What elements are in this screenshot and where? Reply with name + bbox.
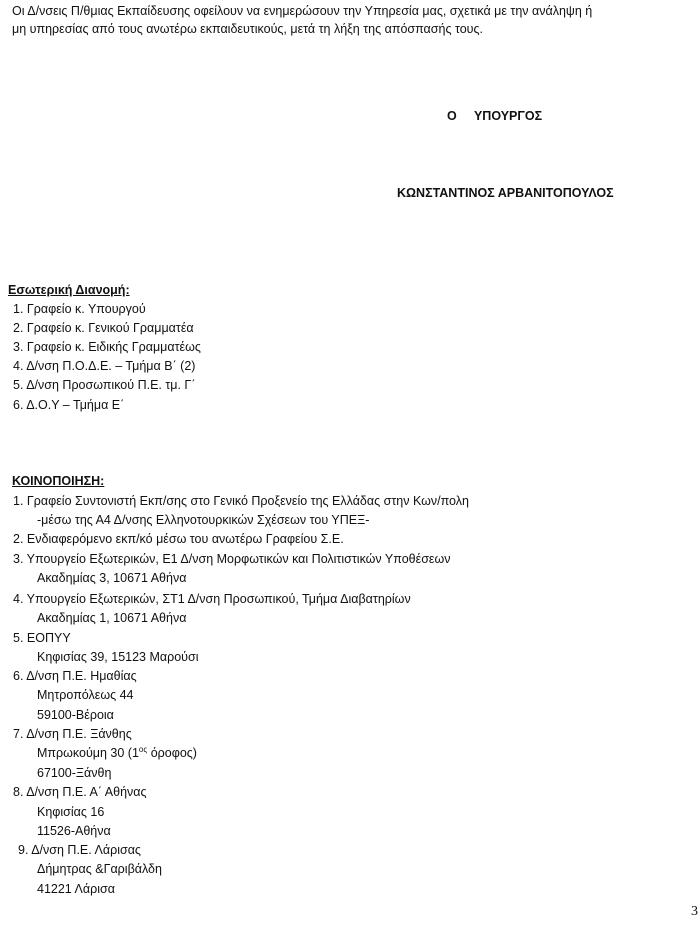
- list-item: -μέσω της Α4 Δ/νσης Ελληνοτουρκικών Σχέσεων του ΥΠΕΞ-: [37, 513, 370, 527]
- list-item: 11526-Αθήνα: [37, 824, 111, 838]
- intro-line-2: μη υπηρεσίας από τους ανωτέρω εκπαιδευτικούς, μετά τη λήξη της απόσπασής τους.: [12, 22, 483, 36]
- internal-distribution-heading: Εσωτερική Διανομή:: [8, 283, 130, 297]
- list-item: 3. Υπουργείο Εξωτερικών, Ε1 Δ/νση Μορφωτικών και Πολιτιστικών Υποθέσεων: [13, 552, 451, 566]
- list-item: 7. Δ/νση Π.Ε. Ξάνθης: [13, 727, 132, 741]
- minister-title: Ο ΥΠΟΥΡΓΟΣ: [447, 109, 543, 123]
- page-number: 3: [691, 904, 698, 919]
- list-item: 2. Ενδιαφερόμενο εκπ/κό μέσω του ανωτέρω Γραφείου Σ.Ε.: [13, 532, 344, 546]
- list-item: 41221 Λάρισα: [37, 882, 115, 896]
- list-item: 5. Δ/νση Προσωπικού Π.Ε. τμ. Γ΄: [13, 378, 196, 392]
- list-item: 2. Γραφείο κ. Γενικού Γραμματέα: [13, 321, 194, 335]
- list-item: 1. Γραφείο Συντονιστή Εκπ/σης στο Γενικό Προξενείο της Ελλάδας στην Κων/πολη: [13, 494, 469, 508]
- floor-superscript: ος: [138, 744, 148, 754]
- list-item: 6. Δ.Ο.Υ – Τμήμα Ε΄: [13, 398, 125, 412]
- list-item: Ακαδημίας 1, 10671 Αθήνα: [37, 611, 187, 625]
- list-item: 3. Γραφείο κ. Ειδικής Γραμματέως: [13, 340, 201, 354]
- list-item: 6. Δ/νση Π.Ε. Ημαθίας: [13, 669, 137, 683]
- list-item: Δήμητρας &Γαριβάλδη: [37, 862, 162, 876]
- list-item: 8. Δ/νση Π.Ε. Α΄ Αθήνας: [13, 785, 147, 799]
- list-item: 1. Γραφείο κ. Υπουργού: [13, 302, 146, 316]
- intro-paragraph: [12, 2, 700, 38]
- address-line-suffix: όροφος): [147, 746, 197, 760]
- list-item: Κηφισίας 16: [37, 805, 105, 819]
- list-item: 4. Υπουργείο Εξωτερικών, ΣΤ1 Δ/νση Προσωπικού, Τμήμα Διαβατηρίων: [13, 592, 411, 606]
- list-item: [37, 744, 197, 762]
- notification-heading: ΚΟΙΝΟΠΟΙΗΣΗ:: [12, 474, 105, 488]
- list-item: 59100-Βέροια: [37, 708, 114, 722]
- address-line: Μπρωκούμη 30 (1: [37, 746, 139, 760]
- list-item: Κηφισίας 39, 15123 Μαρούσι: [37, 650, 199, 664]
- list-item: Ακαδημίας 3, 10671 Αθήνα: [37, 571, 187, 585]
- list-item: 9. Δ/νση Π.Ε. Λάρισας: [18, 843, 141, 857]
- list-item: 67100-Ξάνθη: [37, 766, 112, 780]
- list-item: 5. ΕΟΠΥΥ: [13, 631, 71, 645]
- minister-name: ΚΩΝΣΤΑΝΤΙΝΟΣ ΑΡΒΑΝΙΤΟΠΟΥΛΟΣ: [397, 186, 614, 200]
- intro-line-1: Οι Δ/νσεις Π/θμιας Εκπαίδευσης οφείλουν να ενημερώσουν την Υπηρεσία μας, σχετικά με την ανάληψη ή: [12, 4, 593, 18]
- list-item: 4. Δ/νση Π.Ο.Δ.Ε. – Τμήμα Β΄ (2): [13, 359, 196, 373]
- list-item: Μητροπόλεως 44: [37, 688, 134, 702]
